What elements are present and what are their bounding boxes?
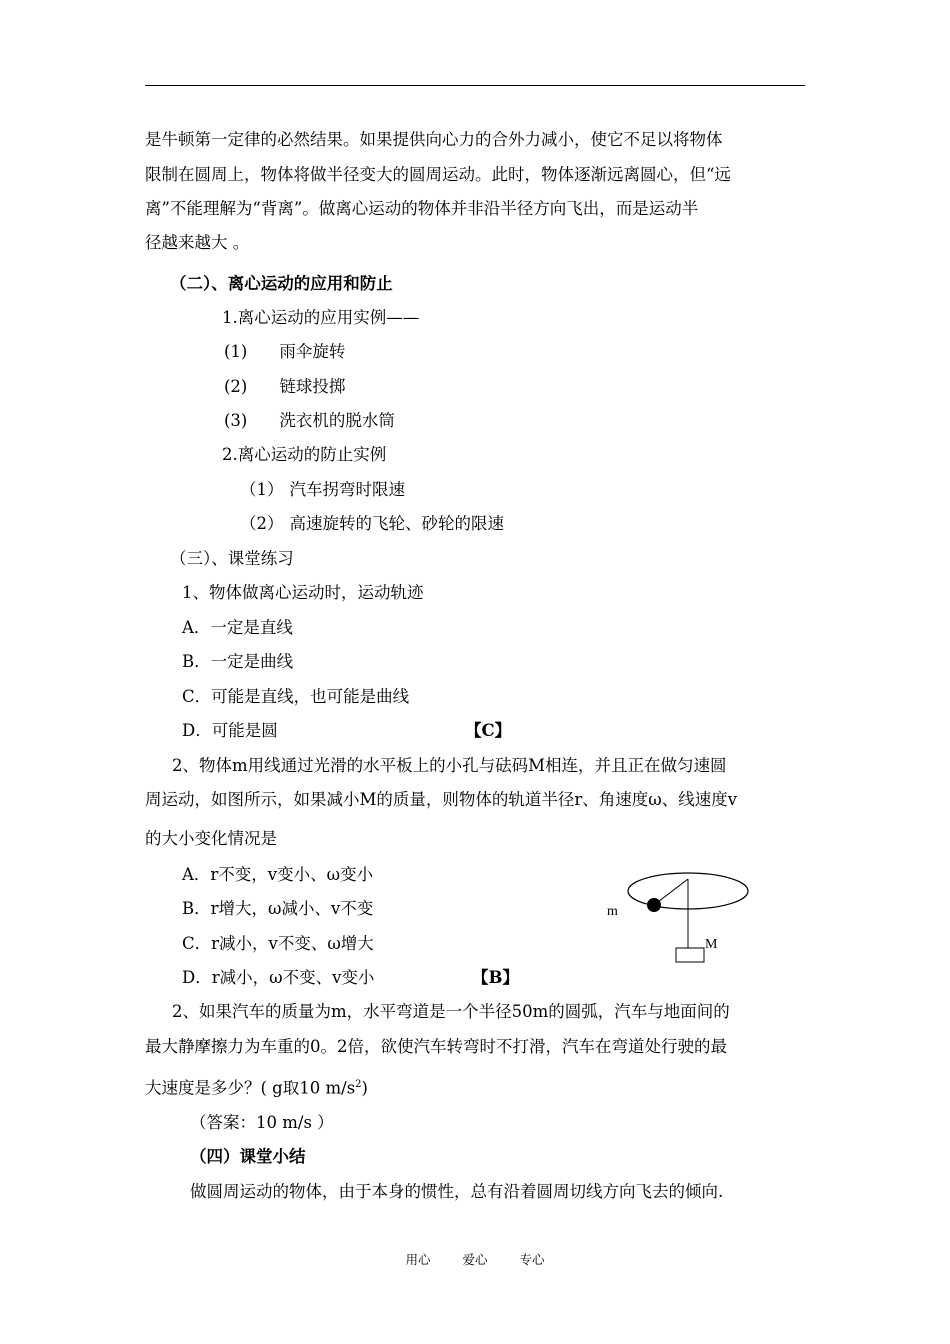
q1-option-d: D．可能是圆 bbox=[182, 721, 278, 740]
q2-option-b: B．r增大，ω减小、v不变 bbox=[182, 899, 374, 918]
q2-option-d: D．r减小，ω不变、v变小 bbox=[182, 968, 375, 987]
prevent-item-num: （2） bbox=[240, 514, 284, 533]
intro-line-3: 离”不能理解为“背离”。做离心运动的物体并非沿半径方向飞出，而是运动半 bbox=[145, 199, 699, 218]
q1-option-b: B．一定是曲线 bbox=[182, 652, 294, 671]
app-item-text: 洗衣机的脱水筒 bbox=[279, 411, 395, 430]
app-item-1 bbox=[224, 342, 345, 362]
label-M: M bbox=[705, 937, 718, 952]
app-item-num: (1) bbox=[224, 342, 248, 361]
q1-option-a: A．一定是直线 bbox=[182, 618, 293, 637]
q3-superscript: 2 bbox=[355, 1079, 362, 1090]
prevent-item-num: （1） bbox=[240, 480, 284, 499]
prevent-item-2 bbox=[240, 514, 504, 534]
q2-option-a: A．r不变，v变小、ω变小 bbox=[182, 865, 374, 884]
app-item-text: 雨伞旋转 bbox=[279, 342, 346, 361]
app-item-num: (2) bbox=[224, 377, 248, 396]
circular-motion-figure bbox=[600, 870, 760, 970]
q3-stem-3 bbox=[145, 1075, 368, 1099]
section4-heading: （四）课堂小结 bbox=[190, 1147, 306, 1166]
q2-option-c: C．r减小，v不变、ω增大 bbox=[182, 934, 374, 953]
q2-stem-3: 的大小变化情况是 bbox=[145, 829, 277, 848]
q3-stem-3-pre: 大速度是多少？( g取10 m/s bbox=[145, 1078, 356, 1098]
app-item-2 bbox=[224, 377, 345, 397]
intro-line-4: 径越来越大 。 bbox=[145, 233, 250, 252]
prevent-item-1 bbox=[240, 480, 405, 500]
q3-answer: （答案：10 m/s ） bbox=[190, 1113, 334, 1132]
section3-heading: （三）、课堂练习 bbox=[170, 549, 294, 568]
app-item-3 bbox=[224, 411, 395, 431]
q2-answer: 【B】 bbox=[472, 968, 519, 987]
intro-line-1: 是牛顿第一定律的必然结果。如果提供向心力的合外力减小，使它不足以将物体 bbox=[145, 130, 723, 149]
q1-stem: 1、物体做离心运动时，运动轨迹 bbox=[182, 583, 424, 602]
mass-M-block bbox=[676, 948, 704, 962]
section4-text: 做圆周运动的物体，由于本身的惯性，总有沿着圆周切线方向飞去的倾向. bbox=[190, 1182, 724, 1201]
page-footer bbox=[0, 1250, 950, 1268]
mass-m-ball bbox=[647, 898, 661, 912]
app-item-text: 链球投掷 bbox=[279, 377, 346, 396]
q1-option-c: C．可能是直线，也可能是曲线 bbox=[182, 687, 410, 706]
q2-stem-1: 2、物体m用线通过光滑的水平板上的小孔与砝码M相连，并且正在做匀速圆 bbox=[172, 756, 727, 775]
footer-item: 专心 bbox=[519, 1252, 545, 1267]
intro-line-2: 限制在圆周上，物体将做半径变大的圆周运动。此时，物体逐渐远离圆心，但“远 bbox=[145, 165, 731, 184]
apps-title: 1.离心运动的应用实例—— bbox=[222, 308, 420, 327]
section2-heading: （二）、离心运动的应用和防止 bbox=[170, 274, 393, 293]
q3-stem-3-post: ) bbox=[361, 1078, 368, 1098]
q1-answer: 【C】 bbox=[465, 721, 512, 740]
q2-stem-2: 周运动，如图所示，如果减小M的质量，则物体的轨道半径r、角速度ω、线速度v bbox=[145, 790, 738, 809]
prevent-title: 2.离心运动的防止实例 bbox=[222, 445, 387, 464]
prevent-item-text: 汽车拐弯时限速 bbox=[289, 480, 405, 499]
header-rule bbox=[145, 85, 805, 86]
app-item-num: (3) bbox=[224, 411, 248, 430]
footer-item: 用心 bbox=[405, 1252, 431, 1267]
q3-stem-1: 2、如果汽车的质量为m，水平弯道是一个半径50m的圆弧，汽车与地面间的 bbox=[172, 1002, 730, 1021]
footer-item: 爱心 bbox=[462, 1252, 488, 1267]
q3-stem-2: 最大静摩擦力为车重的0。2倍，欲使汽车转弯时不打滑，汽车在弯道处行驶的最 bbox=[145, 1037, 727, 1056]
prevent-item-text: 高速旋转的飞轮、砂轮的限速 bbox=[289, 514, 504, 533]
label-m: m bbox=[607, 904, 618, 919]
